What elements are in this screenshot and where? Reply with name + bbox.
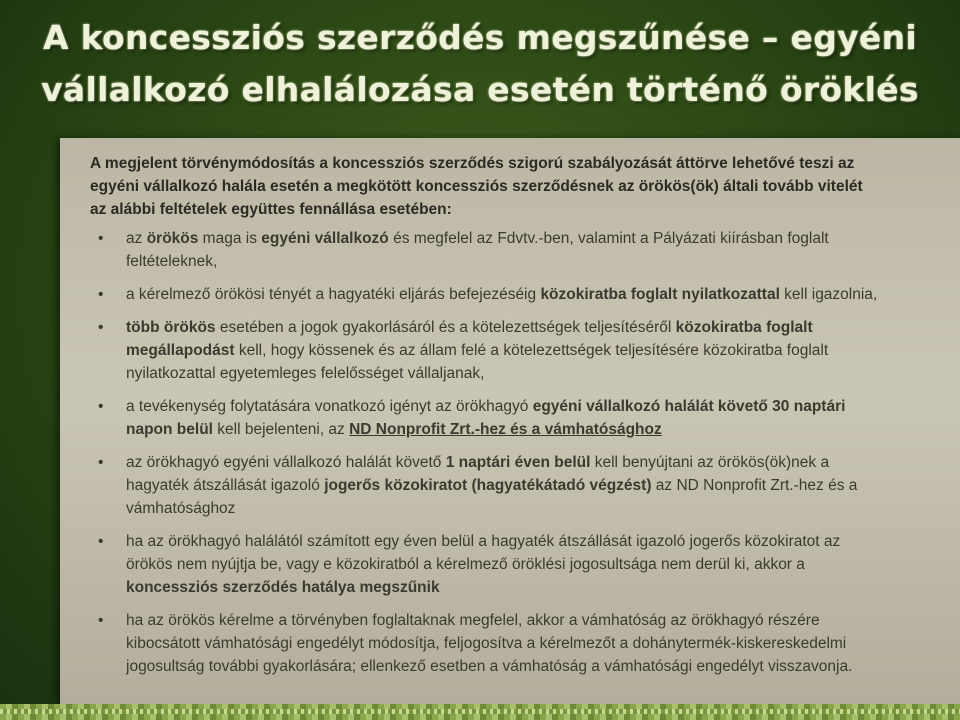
text-run: közokiratba foglalt megállapodást [126,319,813,359]
text-run: koncessziós szerződés hatálya megszűnik [126,579,440,596]
list-item [90,395,880,441]
intro-line: lehetővé teszi az egyéni vállalkozó halála esetén a megkötött koncessziós szerződésnek az [90,155,855,195]
text-run: egyéni vállalkozó halálát követő 30 naptári napon belül [126,398,846,438]
list-item [90,609,880,678]
text-run: egyéni vállalkozó [261,230,389,247]
title-line-1: A koncessziós szerződés megszűnése – egyéni [42,18,918,57]
text-run: a kérelmező örökösi tényét a hagyatéki eljárás befejezéséig [126,286,541,303]
condition-list [90,227,880,678]
text-run: esetében a jogok gyakorlásáról és a kötelezettségek teljesítéséről [215,319,676,336]
text-run: több örökös [126,319,216,336]
text-run: az ND Nonprofit Zrt.-hez és a vámhatósághoz [126,477,858,517]
text-run: jogerős közokiratot (hagyatékátadó végzést) [324,477,652,494]
text-run: a tevékenység folytatására vonatkozó igényt az örökhagyó [126,398,533,415]
list-item [90,227,880,273]
text-run: kell benyújtani az örökös(ök)nek a hagyaték átszállását igazoló [126,454,830,494]
list-item [90,283,880,306]
text-run: az örökhagyó egyéni vállalkozó halálát követő [126,454,446,471]
slide-title [0,0,960,138]
intro-line: örökös(ök) általi tovább vitelét az alábbi feltételek együttes fennállása esetében: [90,178,863,218]
title-line-2: vállalkozó elhalálozása esetén történő öröklés [41,70,919,109]
text-run: maga is [198,230,262,247]
text-run: közokiratba foglalt nyilatkozattal [540,286,780,303]
text-run: ND Nonprofit Zrt. [349,421,475,438]
list-item [90,530,880,599]
text-run: 1 naptári éven belül [445,454,591,471]
text-run: -hez és a vámhatósághoz [474,421,662,438]
list-item [90,316,880,385]
intro-paragraph [90,152,880,221]
text-run: kell, hogy kössenek és az állam felé a kötelezettségek teljesítésére közokiratba foglalt nyilatkozattal egyetemleges felelősséget vállaljanak, [126,342,829,382]
text-run: és megfelel az Fdvtv.-ben, valamint a Pályázati kiírásban foglalt feltételeknek, [126,230,829,270]
intro-line: A megjelent törvénymódosítás a koncessziós szerződés szigorú szabályozását áttörve [90,155,728,172]
text-run: az [126,230,147,247]
text-run: ha az örökhagyó halálától számított egy éven belül a hagyaték átszállását igazoló jogerős közokiratot az örökös nem nyújtja be, vagy e közokiratból a kérelmező öröklési jogosultsága nem derül ki, akkor a [126,533,841,573]
list-item [90,451,880,520]
text-run: örökös [146,230,199,247]
slide-body [90,152,880,688]
text-run: kell bejelenteni, az [212,421,350,438]
decorative-stripe-inner [0,709,960,714]
text-run: ha az örökös kérelme a törvényben foglaltaknak megfelel, akkor a vámhatóság az örökhagyó részére kibocsátott vámhatósági engedélyt módosítja, feljogosítva a kérelmezőt a dohánytermék-kiskereskedelmi jogosultság további gyakorlására; ellenkező esetben a vámhatóság a vámhatósági engedélyt visszavonja. [126,612,853,675]
text-run: kell igazolnia, [779,286,878,303]
